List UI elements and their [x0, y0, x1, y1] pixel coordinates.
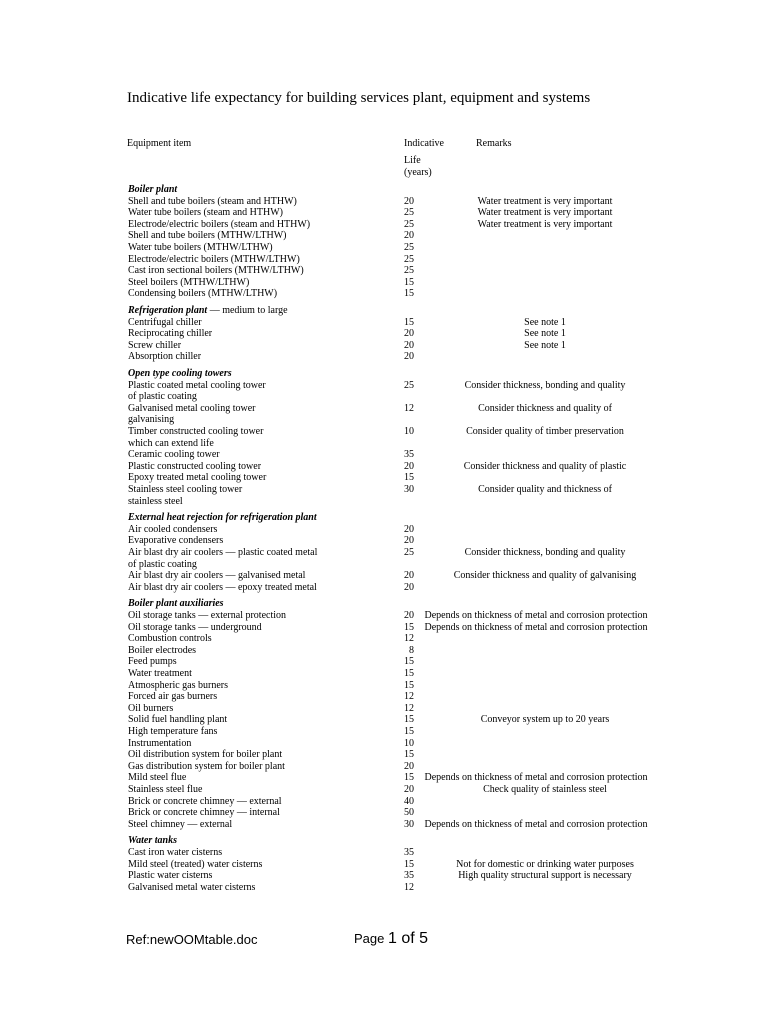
life-years: 15 — [404, 472, 414, 484]
life-years: 10 — [404, 737, 414, 749]
table-row — [0, 328, 768, 340]
table-row — [0, 645, 768, 657]
life-years: 12 — [404, 691, 414, 703]
table-row — [0, 403, 768, 415]
column-header-years: (years) — [404, 167, 432, 178]
equipment-item: Gas distribution system for boiler plant — [128, 760, 285, 772]
equipment-item: Evaporative condensers — [128, 535, 224, 547]
life-years: 35 — [404, 847, 414, 858]
equipment-item: Cast iron water cisterns — [128, 847, 223, 858]
equipment-item: Stainless steel flue — [128, 784, 203, 795]
life-years: 20 — [404, 351, 414, 363]
equipment-item: Shell and tube boilers (steam and HTHW) — [128, 195, 297, 207]
remark: Consider thickness and quality of — [478, 402, 612, 414]
life-years: 15 — [404, 621, 414, 633]
column-header-equipment-item: Equipment item — [127, 138, 192, 149]
table-row — [0, 391, 768, 403]
table-row — [0, 196, 768, 208]
table-row — [0, 535, 768, 547]
remark: See note 1 — [524, 316, 566, 328]
column-header-life: Life — [404, 155, 421, 166]
equipment-item: Timber constructed cooling tower — [128, 426, 264, 437]
page-prefix: Page — [354, 931, 388, 946]
section-heading: Water tanks — [128, 835, 177, 847]
equipment-item: Air blast dry air coolers — plastic coated metal — [128, 547, 318, 558]
life-years: 20 — [404, 610, 414, 621]
remark: Water treatment is very important — [477, 218, 613, 230]
table-row — [0, 761, 768, 773]
section-heading-row — [0, 305, 768, 317]
equipment-item: Plastic constructed cooling tower — [128, 460, 262, 472]
life-years: 15 — [404, 714, 414, 726]
equipment-item: Air cooled condensers — [128, 523, 218, 535]
life-years: 30 — [404, 818, 414, 830]
life-years: 20 — [404, 570, 414, 582]
table-row — [0, 288, 768, 300]
table-row — [0, 265, 768, 277]
column-header-indicative: Indicative — [404, 138, 444, 149]
equipment-item: Air blast dry air coolers — epoxy treated metal — [128, 581, 317, 593]
table-row — [0, 726, 768, 738]
life-years: 50 — [404, 807, 414, 819]
table-row — [0, 656, 768, 668]
equipment-item: High temperature fans — [128, 726, 218, 737]
equipment-item: Mild steel flue — [128, 772, 187, 784]
table-row — [0, 622, 768, 634]
life-years: 10 — [404, 426, 414, 437]
equipment-item: Oil burners — [128, 702, 174, 714]
table-row — [0, 784, 768, 796]
equipment-item: stainless steel — [128, 495, 183, 507]
table-row — [0, 461, 768, 473]
table-row — [0, 242, 768, 254]
table-row — [0, 484, 768, 496]
remark: Consider quality of timber preservation — [466, 426, 624, 437]
equipment-item: Instrumentation — [128, 737, 192, 749]
table-row — [0, 317, 768, 329]
equipment-item: Electrode/electric boilers (steam and HTHW) — [128, 218, 311, 230]
life-years: 20 — [404, 535, 414, 547]
equipment-item: Mild steel (treated) water cisterns — [128, 858, 263, 870]
life-years: 15 — [404, 749, 414, 761]
equipment-item: Oil storage tanks — underground — [128, 621, 262, 633]
life-years: 35 — [404, 870, 414, 882]
equipment-item: Water tube boilers (steam and HTHW) — [128, 207, 283, 219]
life-years: 15 — [404, 772, 414, 784]
equipment-item: Stainless steel cooling tower — [128, 484, 243, 495]
equipment-item: Shell and tube boilers (MTHW/LTHW) — [128, 230, 287, 242]
life-years: 12 — [404, 633, 414, 645]
table-row — [0, 680, 768, 692]
life-years: 30 — [404, 484, 414, 495]
section-heading: Boiler plant — [128, 184, 178, 195]
section-subheading: — medium to large — [207, 305, 288, 316]
table-row — [0, 738, 768, 750]
life-years: 20 — [404, 460, 414, 472]
table-row — [0, 219, 768, 231]
equipment-item: Brick or concrete chimney — external — [128, 795, 282, 807]
life-years: 25 — [404, 242, 414, 253]
table-row — [0, 414, 768, 426]
section-heading: Open type cooling towers — [128, 368, 232, 379]
life-years: 15 — [404, 679, 414, 691]
life-years: 25 — [404, 253, 414, 265]
section-heading: Boiler plant auxiliaries — [128, 598, 224, 610]
life-years: 20 — [404, 581, 414, 593]
equipment-item: of plastic coating — [128, 558, 197, 570]
table-row — [0, 254, 768, 266]
section-heading: External heat rejection for refrigeration plant — [128, 512, 317, 524]
equipment-item: Condensing boilers (MTHW/LTHW) — [128, 288, 278, 300]
remark: Conveyor system up to 20 years — [480, 714, 610, 726]
life-years: 20 — [404, 230, 414, 242]
equipment-item: Cast iron sectional boilers (MTHW/LTHW) — [128, 265, 304, 277]
remark: High quality structural support is necessary — [458, 870, 632, 882]
life-years: 20 — [404, 195, 414, 207]
section-heading-row — [0, 368, 768, 380]
table-row — [0, 633, 768, 645]
life-years: 20 — [404, 760, 414, 772]
equipment-item: of plastic coating — [128, 391, 197, 403]
table-row — [0, 714, 768, 726]
equipment-item: Ceramic cooling tower — [128, 449, 220, 461]
table-row — [0, 847, 768, 859]
equipment-item: Steel boilers (MTHW/LTHW) — [128, 276, 250, 288]
equipment-item: Feed pumps — [128, 656, 177, 668]
table-row — [0, 524, 768, 536]
section-heading: Refrigeration plant — medium to large — [128, 305, 288, 316]
equipment-item: Epoxy treated metal cooling tower — [128, 472, 267, 484]
life-years: 15 — [404, 276, 414, 288]
remark: Depends on thickness of metal and corrosion protection — [424, 621, 648, 633]
table-row — [0, 749, 768, 761]
table-row — [0, 449, 768, 461]
remark: Consider thickness, bonding and quality — [464, 547, 626, 558]
remark: Water treatment is very important — [477, 207, 613, 219]
life-years: 25 — [404, 265, 414, 277]
equipment-item: Plastic coated metal cooling tower — [128, 379, 266, 391]
equipment-item: Solid fuel handling plant — [128, 714, 228, 726]
section-heading-row — [0, 835, 768, 847]
table-row — [0, 559, 768, 571]
page-number — [354, 930, 428, 948]
table-row — [0, 380, 768, 392]
equipment-item: Water treatment — [128, 668, 192, 679]
life-years: 12 — [404, 702, 414, 714]
table-row — [0, 340, 768, 352]
equipment-item: Brick or concrete chimney — internal — [128, 807, 280, 819]
remark: Depends on thickness of metal and corrosion protection — [424, 610, 648, 621]
life-years: 15 — [404, 726, 414, 737]
equipment-item: Boiler electrodes — [128, 644, 197, 656]
table-row — [0, 277, 768, 289]
table-row — [0, 882, 768, 894]
remark: Depends on thickness of metal and corrosion protection — [424, 818, 648, 830]
page-title: Indicative life expectancy for building services plant, equipment and systems — [127, 90, 591, 106]
table-row — [0, 772, 768, 784]
table-row — [0, 230, 768, 242]
life-years: 40 — [404, 795, 414, 807]
remark: Not for domestic or drinking water purposes — [456, 858, 634, 870]
equipment-item: Forced air gas burners — [128, 691, 218, 703]
table-row — [0, 691, 768, 703]
section-heading-row — [0, 512, 768, 524]
equipment-item: Reciprocating chiller — [128, 328, 213, 340]
table-row — [0, 668, 768, 680]
page-current: 1 — [387, 930, 397, 947]
equipment-item: Atmospheric gas burners — [128, 679, 228, 691]
life-years: 25 — [404, 547, 414, 558]
remark: See note 1 — [524, 328, 566, 340]
life-years: 15 — [404, 858, 414, 870]
table-row — [0, 547, 768, 559]
table-row — [0, 426, 768, 438]
life-years: 8 — [409, 644, 414, 656]
page-of: of — [396, 930, 420, 947]
remark: Depends on thickness of metal and corrosion protection — [424, 772, 648, 784]
equipment-item: Electrode/electric boilers (MTHW/LTHW) — [128, 253, 300, 265]
table-row — [0, 438, 768, 450]
life-years: 12 — [404, 881, 414, 893]
table-row — [0, 703, 768, 715]
equipment-item: Water tube boilers (MTHW/LTHW) — [128, 242, 273, 253]
life-years: 20 — [404, 339, 414, 351]
life-years: 25 — [404, 379, 414, 391]
equipment-item: Plastic water cisterns — [128, 870, 213, 882]
equipment-item: Galvanised metal cooling tower — [128, 402, 256, 414]
remark: Check quality of stainless steel — [483, 784, 607, 795]
table-row — [0, 496, 768, 508]
document-reference: Ref:newOOMtable.doc — [126, 932, 258, 947]
table-row — [0, 859, 768, 871]
remark: Water treatment is very important — [477, 195, 613, 207]
life-years: 20 — [404, 328, 414, 340]
table-row — [0, 807, 768, 819]
remark: Consider quality and thickness of — [478, 484, 612, 495]
table-row — [0, 472, 768, 484]
life-years: 12 — [404, 402, 414, 414]
life-years: 15 — [404, 316, 414, 328]
section-heading-row — [0, 184, 768, 196]
equipment-item: Absorption chiller — [128, 351, 202, 363]
column-header-remarks: Remarks — [476, 138, 512, 149]
equipment-item: Oil storage tanks — external protection — [128, 610, 287, 621]
life-years: 15 — [404, 288, 414, 300]
table-row — [0, 207, 768, 219]
table-row — [0, 582, 768, 594]
equipment-item: galvanising — [128, 414, 175, 426]
equipment-item: Centrifugal chiller — [128, 316, 202, 328]
remark: Consider thickness, bonding and quality — [464, 379, 626, 391]
remark: See note 1 — [524, 339, 566, 351]
life-years: 25 — [404, 207, 414, 219]
life-years: 15 — [404, 668, 414, 679]
equipment-item: which can extend life — [128, 437, 214, 449]
table-row — [0, 610, 768, 622]
page-total: 5 — [419, 930, 429, 947]
table-row — [0, 796, 768, 808]
table-row — [0, 351, 768, 363]
remark: Consider thickness and quality of plastic — [463, 460, 627, 472]
life-years: 25 — [404, 218, 414, 230]
equipment-item: Screw chiller — [128, 339, 182, 351]
life-years: 20 — [404, 784, 414, 795]
table-row — [0, 870, 768, 882]
equipment-item: Galvanised metal water cisterns — [128, 881, 256, 893]
equipment-item: Combustion controls — [128, 633, 212, 645]
table-row — [0, 570, 768, 582]
equipment-item: Air blast dry air coolers — galvanised metal — [128, 570, 306, 582]
equipment-item: Steel chimney — external — [128, 818, 233, 830]
table-row — [0, 819, 768, 831]
life-years: 15 — [404, 656, 414, 668]
section-heading-row — [0, 598, 768, 610]
equipment-item: Oil distribution system for boiler plant — [128, 749, 283, 761]
remark: Consider thickness and quality of galvanising — [453, 570, 637, 582]
life-years: 35 — [404, 449, 414, 461]
life-years: 20 — [404, 523, 414, 535]
